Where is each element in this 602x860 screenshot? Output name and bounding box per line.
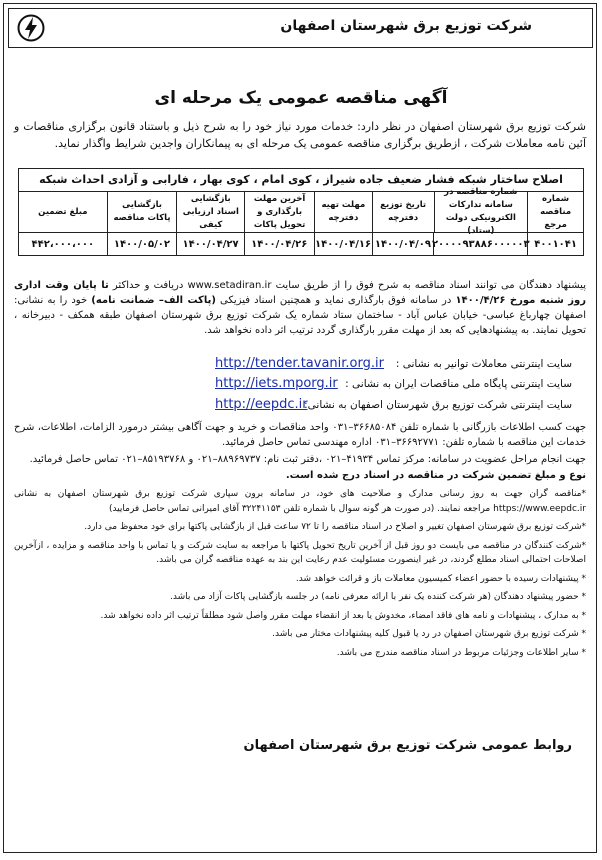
site-label-tavanir: سایت اینترنتی معاملات توانیر به نشانی : <box>395 358 572 370</box>
header-envelope-opening: بازگشایی پاکات مناقصه <box>107 192 177 232</box>
public-relations-signature: روابط عمومی شرکت توزیع برق شهرستان اصفهان <box>243 738 572 753</box>
header-quality-opening: بازگشایی اسناد ارزیابی کیفی <box>176 192 244 232</box>
cell-ref-number: ۴۰۰۱۰۴۱ <box>527 233 583 255</box>
site-label-iets: سایت اینترنتی پایگاه ملی مناقصات ایران به نشانی : <box>345 378 572 390</box>
header-ref-number: شماره مناقصه مرجع <box>527 192 583 232</box>
tender-table <box>18 168 584 256</box>
header-guarantee-amount: مبلغ تضمین <box>38 206 88 217</box>
submission-text-a: پیشنهاد دهندگان می توانند اسناد مناقصه به شرح فوق را از طریق سایت www.setadiran.ir دریافت و حداکثر <box>112 280 586 291</box>
envelope-a-text: (پاکت الف– ضمانت نامه) <box>91 295 216 306</box>
list-item: * پیشنهادات رسیده با حضور اعضاء کمیسیون معاملات باز و قرائت خواهد شد. <box>295 573 586 584</box>
list-item: *شرکت توزیع برق شهرستان اصفهان تغییر و اصلاح در اسناد مناقصه را تا ۷۲ ساعت قبل از بازگشایی پاکتها برای خود محفوظ می دارد. <box>84 522 586 532</box>
cell-quality-opening: ۱۴۰۰/۰۴/۲۷ <box>176 233 244 255</box>
registration-contact: جهت انجام مراحل عضویت در سامانه: مرکز تماس ۴۱۹۳۴–۰۲۱ ،دفتر ثبت نام: ۸۸۹۶۹۷۳۷–۰۲۱ و ۸۵۱۹۳۷۶۸–۰۲۱ تماس حاصل فرمائید. <box>29 454 586 465</box>
submission-paragraph <box>14 278 586 338</box>
list-item: *شرکت کنندگان در مناقصه می بایست دو روز قبل از آخرین تاریخ تحویل پاکتها با مراجعه به سایت شرکت و یا تماس با واحد مناقصه و مزایده ، ازآخرین اصلاحات احتمالی اسناد مطلع گردند، در غیر اینصورت مسئولیت عدم رعایت این بند به عهده مناقصه گران می باشد. <box>14 540 586 565</box>
cell-submission-deadline: ۱۴۰۰/۰۴/۲۶ <box>244 233 314 255</box>
list-item: *مناقصه گران جهت به روز رسانی مدارک و صلاحیت های خود، در سامانه برون سپاری شرکت توزیع برق شهرستان اصفهان به نشانی https://www.eepdc.ir مراجعه نمایند. (در صورت هر گونه سوال با شماره تلفن ۳۲۲۴۱۱۵۳ آقای امیرانی تماس حاصل فرمایید) <box>14 489 586 514</box>
cell-envelope-opening: ۱۴۰۰/۰۵/۰۲ <box>107 233 177 255</box>
bullet-list <box>14 487 586 660</box>
notice-title: آگهی مناقصه عمومی یک مرحله ای <box>154 88 448 108</box>
header-submission-deadline: آخرین مهلت بارگذاری و تحویل پاکات <box>244 192 314 232</box>
list-item: * شرکت توزیع برق شهرستان اصفهان در رد یا قبول کلیه پیشنهادات مختار می باشد. <box>272 629 586 639</box>
link-tavanir[interactable]: http://tender.tavanir.org.ir <box>215 356 384 371</box>
site-row-eepdc <box>0 399 602 417</box>
header-distribution-date: تاریخ توزیع دفترچه <box>372 192 434 232</box>
lightning-bolt-logo-icon <box>17 13 45 43</box>
guarantee-note: نوع و مبلغ تضمین شرکت در مناقصه در اسناد درج شده است. <box>285 470 586 481</box>
table-header-row <box>19 187 583 236</box>
list-item: * سایر اطلاعات وجزئیات مربوط در اسناد مناقصه مندرج می باشد. <box>336 647 586 658</box>
submission-text-e: خود را به نشانی: اصفهان چهارباغ عباسی- خیابان عباس آباد - ساختمان ستاد شماره یک شرکت توزیع برق شهرستان اصفهان طبقه همکف - دبیرخانه ، تحویل نمایند. به پیشنهادهایی که بعد از مهلت مقرر بارگذاری گردد ترتیب اثر داده نخواهد شد. <box>14 295 586 336</box>
cell-booklet-deadline: ۱۴۰۰/۰۴/۱۶ <box>314 233 372 255</box>
table-row <box>19 233 583 255</box>
table-title: اصلاح ساختار شبکه فشار ضعیف جاده شیراز ، کوی امام ، کوی بهار ، فارابی و آزادی احداث شبکه <box>19 169 583 192</box>
link-eepdc[interactable]: http://eepdc.ir <box>215 397 308 412</box>
site-label-eepdc: سایت اینترنتی شرکت توزیع برق شهرستان اصفهان به نشانی: <box>304 399 572 411</box>
list-item: * به مدارک ، پیشنهادات و نامه های فاقد امضاء، مخدوش یا بعد از انقضاء مهلت مقرر واصل شود مطلقاً ترتیب اثر داده نخواهد شد. <box>100 610 586 621</box>
header-setad-number: شماره مناقصه در سامانه تدارکات الکترونیکی دولت (ستاد) <box>434 192 528 232</box>
list-item: * حضور پیشنهاد دهندگان (هر شرکت کننده یک نفر با ارائه معرفی نامه) در جلسه بازگشایی پاکات آزاد می باشد. <box>170 592 586 602</box>
submission-text-c: در سامانه فوق بارگذاری نماید و همچنین اسناد فیزیکی <box>220 295 452 306</box>
header-box <box>8 8 593 48</box>
cell-setad-number: ۲۰۰۰۰۹۳۸۸۶۰۰۰۰۰۳ <box>433 233 527 255</box>
company-name: شرکت توزیع برق شهرستان اصفهان <box>280 18 532 34</box>
contact-info-paragraph: جهت کسب اطلاعات بازرگانی با شماره تلفن ۳۶۶۸۵۰۸۴–۰۳۱ واحد مناقصات و خرید و جهت آگاهی بیشتر درمورد الزامات، اطلاعات، شرح خدمات این مناقصه با شماره تلفن: ۳۶۶۹۲۷۷۱–۰۳۱ اداره مهندسی تماس حاصل فرمائید. <box>14 422 587 448</box>
intro-paragraph: شرکت توزیع برق شهرستان اصفهان در نظر دارد: خدمات مورد نیاز خود را به شرح ذیل و باستناد قانون برگزاری مناقصات و آئین نامه معاملات شرکت ، ازطریق برگزاری مناقصه عمومی یک مرحله ای به پیمانکاران واجدین شرایط واگذار نماید. <box>14 120 586 150</box>
header-booklet-deadline: مهلت تهیه دفترچه <box>314 192 372 232</box>
site-row-iets <box>0 378 602 396</box>
submission-deadline-text: تا پایان وقت اداری روز شنبه مورخ ۱۴۰۰/۴/۲۶ <box>14 280 586 306</box>
cell-distribution-date: ۱۴۰۰/۰۴/۰۹ <box>372 233 434 255</box>
site-row-tavanir <box>0 358 602 376</box>
link-iets[interactable]: http://iets.mporg.ir <box>215 376 338 391</box>
cell-guarantee-amount: ۴۴۲،۰۰۰،۰۰۰ <box>31 238 95 250</box>
